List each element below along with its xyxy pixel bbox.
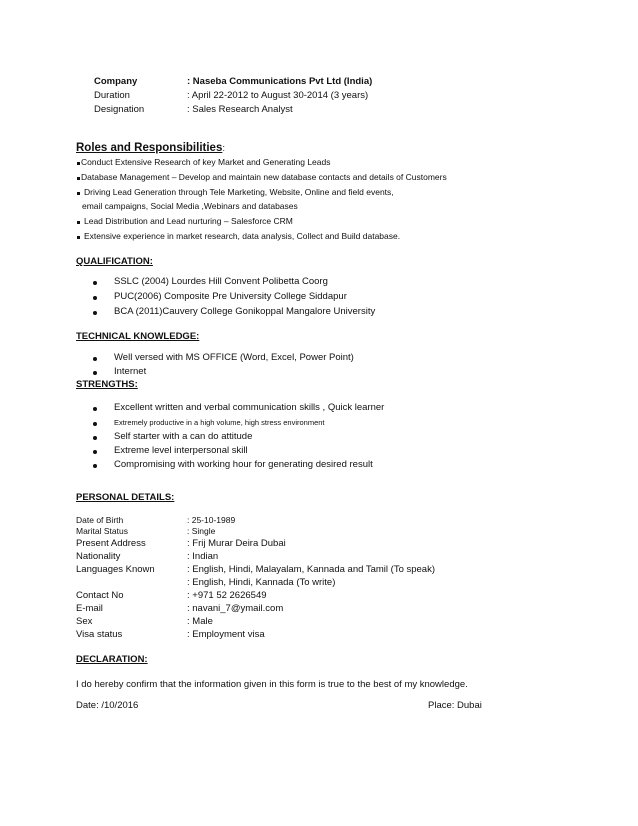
languages-speak: : English, Hindi, Malayalam, Kannada and Tamil (To speak) [187, 564, 436, 575]
bullet-icon [93, 436, 97, 440]
duration-label: Duration [94, 90, 130, 101]
languages-write: : English, Hindi, Kannada (To write) [187, 577, 336, 588]
qualification-item: BCA (2011)Cauvery College Gonikoppal Mangalore University [114, 306, 376, 317]
bullet-icon [93, 357, 97, 361]
technical-heading: TECHNICAL KNOWLEDGE: [76, 331, 200, 342]
languages-label: Languages Known [76, 564, 155, 575]
address-value: : Frij Murar Deira Dubai [187, 538, 286, 549]
declaration-text: I do hereby confirm that the information given in this form is true to the best of my knowledge. [76, 679, 468, 690]
strengths-item: Excellent written and verbal communication skills , Quick learner [114, 402, 385, 413]
contact-label: Contact No [76, 590, 124, 601]
bullet-icon [93, 407, 97, 411]
email-value: : navani_7@ymail.com [187, 603, 284, 614]
visa-value: : Employment visa [187, 629, 265, 640]
bullet-icon [93, 371, 97, 375]
bullet-icon [93, 296, 97, 300]
roles-heading-wrap [76, 138, 225, 156]
qualification-item: PUC(2006) Composite Pre University College Siddapur [114, 291, 347, 302]
date-label: Date: /10/2016 [76, 700, 139, 711]
square-bullet-icon [77, 177, 80, 180]
bullet-icon [93, 311, 97, 315]
address-label: Present Address [76, 538, 146, 549]
company-label: Company [94, 76, 138, 87]
duration-value: : April 22-2012 to August 30-2014 (3 years) [187, 90, 369, 101]
company-value: : Naseba Communications Pvt Ltd (India) [187, 76, 373, 87]
marital-label: Marital Status [76, 526, 128, 536]
qualification-heading: QUALIFICATION: [76, 256, 153, 267]
square-bullet-icon [77, 221, 80, 224]
bullet-icon [93, 422, 97, 426]
email-label: E-mail [76, 603, 103, 614]
contact-value: : +971 52 2626549 [187, 590, 267, 601]
strengths-item: Extreme level interpersonal skill [114, 445, 248, 456]
sex-label: Sex [76, 616, 93, 627]
nationality-value: : Indian [187, 551, 219, 562]
roles-item: Lead Distribution and Lead nurturing – Salesforce CRM [84, 216, 293, 226]
roles-item-continuation: email campaigns, Social Media ,Webinars and databases [82, 201, 298, 211]
roles-item: Extensive experience in market research, data analysis, Collect and Build database. [84, 231, 401, 241]
strengths-heading: STRENGTHS: [76, 379, 138, 390]
designation-label: Designation [94, 104, 145, 115]
strengths-item: Extremely productive in a high volume, high stress environment [114, 418, 325, 427]
roles-heading-colon: : [222, 143, 225, 154]
place-label: Place: Dubai [428, 700, 482, 711]
sex-value: : Male [187, 616, 213, 627]
nationality-label: Nationality [76, 551, 121, 562]
bullet-icon [93, 450, 97, 454]
dob-label: Date of Birth [76, 515, 124, 525]
marital-value: : Single [187, 526, 216, 536]
strengths-item: Compromising with working hour for generating desired result [114, 459, 373, 470]
square-bullet-icon [77, 162, 80, 165]
square-bullet-icon [77, 236, 80, 239]
declaration-heading: DECLARATION: [76, 654, 148, 665]
qualification-item: SSLC (2004) Lourdes Hill Convent Polibetta Coorg [114, 276, 328, 287]
designation-value: : Sales Research Analyst [187, 104, 293, 115]
roles-item: Conduct Extensive Research of key Market and Generating Leads [81, 157, 331, 167]
roles-heading: Roles and Responsibilities [76, 142, 223, 154]
dob-value: : 25-10-1989 [187, 515, 236, 525]
bullet-icon [93, 281, 97, 285]
roles-item: Database Management – Develop and maintain new database contacts and details of Customers [81, 172, 447, 182]
roles-item: Driving Lead Generation through Tele Marketing, Website, Online and field events, [84, 187, 394, 197]
technical-item: Internet [114, 366, 147, 377]
visa-label: Visa status [76, 629, 123, 640]
bullet-icon [93, 464, 97, 468]
strengths-item: Self starter with a can do attitude [114, 431, 253, 442]
personal-heading: PERSONAL DETAILS: [76, 492, 175, 503]
technical-item: Well versed with MS OFFICE (Word, Excel, Power Point) [114, 352, 354, 363]
square-bullet-icon [77, 192, 80, 195]
